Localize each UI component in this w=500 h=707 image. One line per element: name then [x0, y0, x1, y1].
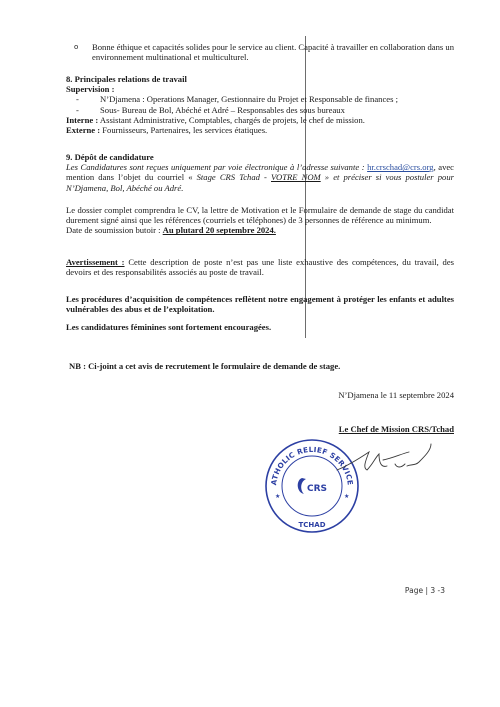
avertissement-label: Avertissement :	[66, 257, 125, 267]
bullet-text: Bonne éthique et capacités solides pour le service au client. Capacité à travailler en collaboration dans un environnement multinational et multiculturel.	[92, 42, 454, 63]
supervision-label: Supervision :	[66, 84, 115, 95]
section-9-heading: 9. Dépôt de candidature	[66, 152, 154, 162]
feminines-paragraph: Les candidatures féminines sont fortement encouragées.	[66, 322, 272, 332]
svg-text:CRS: CRS	[306, 484, 328, 494]
deadline-line: Date de soumission butoir : Au plutard 20 septembre 2024.	[66, 225, 276, 236]
section-8-heading: 8. Principales relations de travail	[66, 74, 187, 84]
dossier-text: Le dossier complet comprendra le CV, la lettre de Motivation et le Formulaire de demande de stage du candidat durement signé ainsi que les références (courriels et téléphones) de 3 personnes de référence au minimum.	[66, 205, 454, 226]
signature-icon	[335, 440, 435, 480]
procedures-paragraph: Les procédures d’acquisition de compétences reflètent notre engagement à protéger les enfants et adultes vulnérables des abus et de l’exploitation.	[66, 294, 454, 315]
externe-line: Externe : Fournisseurs, Partenaires, les services étatiques.	[66, 125, 268, 136]
section-candidature	[66, 152, 454, 193]
section-relations	[66, 74, 454, 135]
ethics-bullet	[74, 42, 454, 62]
page-number: Page | 3 -3	[404, 586, 445, 595]
svg-text:TCHAD: TCHAD	[298, 521, 326, 529]
supervision-item: - Sous- Bureau de Bol, Abéché et Adré – Responsables des sous bureaux	[76, 104, 345, 115]
svg-text:★: ★	[344, 494, 350, 500]
avertissement-paragraph: Avertissement : Cette description de poste n’est pas une liste exhaustive des compétences, du travail, des devoirs et des responsabilités associés au poste de travail.	[66, 257, 455, 278]
dossier-paragraph	[66, 205, 454, 236]
svg-text:★: ★	[275, 494, 281, 500]
interne-line: Interne : Assistant Administrative, Comptables, chargés de projets, le chef de mission.	[66, 114, 365, 125]
signatory-title: Le Chef de Mission CRS/Tchad	[338, 424, 454, 434]
deadline-value: Au plutard 20 septembre 2024.	[162, 225, 276, 236]
place-date: N’Djamena le 11 septembre 2024	[338, 390, 454, 400]
svg-text:CATHOLIC RELIEF SERVICES: ATHOLIC RELIEF SERVICE	[269, 444, 355, 486]
supervision-item: - N’Djamena : Operations Manager, Gestionnaire du Projet et Responsable de finances ;	[76, 94, 398, 105]
application-instructions: Les Candidatures sont reçues uniquement par voie électronique à l’adresse suivante : hr.crschad@crs.org, avec mention dans l’objet du courriel « Stage CRS Tchad - VOTRE NOM » et préciser si vous postuler pour N’Djamena, Bol, Abéché ou Adré.	[66, 162, 454, 193]
nb-note: NB : Ci-joint a cet avis de recrutement le formulaire de demande de stage.	[69, 361, 341, 371]
email-link[interactable]: hr.crschad@crs.org	[367, 162, 434, 173]
bullet-marker: o	[74, 43, 79, 51]
